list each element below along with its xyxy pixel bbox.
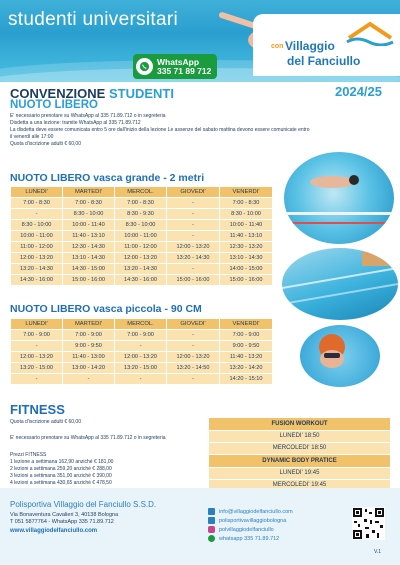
- time-slot-cell: 7:00 - 9:00: [220, 330, 273, 341]
- time-slot-cell: 12:00 - 13:20: [167, 242, 220, 253]
- time-slot-cell: -: [115, 341, 167, 352]
- table-row: [11, 198, 273, 209]
- dynamic-slot: LUNEDI' 19:45: [209, 468, 390, 479]
- table-row: [11, 242, 273, 253]
- table-header-row: [11, 187, 273, 198]
- convention-title-main: CONVENZIONE: [10, 86, 106, 101]
- pool-large-title: NUOTO LIBERO vasca grande - 2 metri: [10, 172, 205, 184]
- time-slot-cell: 13:10 - 14:30: [220, 253, 273, 264]
- time-slot-cell: 13:00 - 14:20: [63, 363, 115, 374]
- time-slot-cell: -: [167, 341, 220, 352]
- time-slot-cell: -: [11, 209, 63, 220]
- time-slot-cell: 9:00 - 9:50: [63, 341, 115, 352]
- day-header: MARTEDI': [63, 319, 115, 330]
- table-row: [11, 275, 273, 286]
- time-slot-cell: 11:00 - 12:00: [11, 242, 63, 253]
- time-slot-cell: 7:00 - 8:30: [11, 198, 63, 209]
- time-slot-cell: 15:00 - 16:00: [63, 275, 115, 286]
- time-slot-cell: 8:30 - 10:00: [11, 220, 63, 231]
- time-slot-cell: 8:30 - 9:30: [115, 209, 167, 220]
- time-slot-cell: 7:00 - 9:00: [63, 330, 115, 341]
- day-header: MERCOL.: [115, 319, 167, 330]
- fitness-price-line: 4 lezioni a settimana 430,65 anziché € 478,50: [10, 480, 112, 486]
- contact-whatsapp-text: whatsapp 335 71.89.712: [219, 535, 280, 542]
- time-slot-cell: 12:00 - 13:20: [11, 253, 63, 264]
- logo-line1: Villaggio: [285, 39, 335, 53]
- table-row: [11, 264, 273, 275]
- time-slot-cell: 11:40 - 13:10: [220, 231, 273, 242]
- time-slot-cell: 13:20 - 14:30: [115, 264, 167, 275]
- email-icon: [208, 508, 215, 515]
- footer-phones: T 051 5877764 - WhatsApp 335 71.89.712: [10, 519, 114, 525]
- time-slot-cell: 8:30 - 10:00: [115, 220, 167, 231]
- logo-mark-icon: [345, 20, 395, 46]
- fitness-price-line: 1 lezione a settimana 162,90 anziché € 181,00: [10, 459, 114, 465]
- time-slot-cell: 13:20 - 15:00: [11, 363, 63, 374]
- fitness-price-line: 2 lezioni a settimana 259,20 anziché € 288,00: [10, 466, 112, 472]
- time-slot-cell: 7:00 - 8:30: [220, 198, 273, 209]
- time-slot-cell: 13:20 - 14:30: [11, 264, 63, 275]
- table-row: [11, 253, 273, 264]
- time-slot-cell: 8:30 - 10:00: [220, 209, 273, 220]
- day-header: LUNEDI': [11, 319, 63, 330]
- time-slot-cell: 7:00 - 8:30: [63, 198, 115, 209]
- time-slot-cell: 14:30 - 16:00: [11, 275, 63, 286]
- time-slot-cell: 13:20 - 14:20: [220, 363, 273, 374]
- time-slot-cell: 7:00 - 9:00: [11, 330, 63, 341]
- version-label: V.1: [374, 549, 382, 555]
- day-header: GIOVEDI': [167, 319, 220, 330]
- fitness-fee: Quota d'iscrizione adulti € 60,00: [10, 419, 81, 425]
- day-header: VENERDI': [220, 319, 273, 330]
- whatsapp-icon: [136, 58, 153, 75]
- table-row: [11, 209, 273, 220]
- time-slot-cell: -: [167, 220, 220, 231]
- note-line: La disdetta deve essere comunicata entro 5 ore dall'inizio della lezione Le assenze del sabato mattina devono essere comunicate entro: [10, 127, 310, 133]
- table-row: [11, 231, 273, 242]
- whatsapp-number: 335 71 89 712: [157, 65, 212, 76]
- logo-line2: del Fanciullo: [287, 54, 361, 68]
- footer-website-link[interactable]: www.villaggiodelfanciullo.com: [10, 528, 98, 534]
- time-slot-cell: 13:10 - 14:30: [63, 253, 115, 264]
- time-slot-cell: 14:00 - 15:00: [220, 264, 273, 275]
- whatsapp-badge[interactable]: [133, 54, 217, 79]
- swimming-photo: [284, 152, 394, 244]
- logo-prefix: con: [271, 43, 284, 50]
- fitness-price-line: 3 lezioni a settimana 351,00 anziché € 390,00: [10, 473, 112, 479]
- contact-whatsapp[interactable]: [208, 535, 279, 542]
- time-slot-cell: 11:40 - 13:00: [63, 352, 115, 363]
- contact-facebook-text: polisportivavillaggiobologna: [219, 517, 287, 524]
- day-header: VENERDI': [220, 187, 273, 198]
- time-slot-cell: -: [167, 374, 220, 385]
- contact-facebook[interactable]: [208, 517, 286, 524]
- facebook-icon: [208, 517, 215, 524]
- time-slot-cell: 12:30 - 14:30: [63, 242, 115, 253]
- footer-org-name: Polisportiva Villaggio del Fanciullo S.S.D.: [10, 500, 157, 509]
- footer-address: [10, 512, 156, 526]
- pool-photo: [282, 248, 398, 320]
- time-slot-cell: 12:00 - 13:20: [11, 352, 63, 363]
- fusion-workout-block: [209, 418, 390, 455]
- time-slot-cell: 8:30 - 10:00: [63, 209, 115, 220]
- time-slot-cell: -: [167, 330, 220, 341]
- pool-small-title: NUOTO LIBERO vasca piccola - 90 CM: [10, 303, 202, 315]
- time-slot-cell: -: [11, 374, 63, 385]
- time-slot-cell: 11:40 - 13:20: [220, 352, 273, 363]
- whatsapp-icon: [208, 535, 215, 542]
- note-line: Quota d'iscrizione adulti € 60,00: [10, 141, 81, 147]
- time-slot-cell: 9:00 - 9:50: [220, 341, 273, 352]
- time-slot-cell: 13:20 - 14:50: [167, 363, 220, 374]
- contact-email[interactable]: [208, 508, 293, 515]
- time-slot-cell: 7:00 - 9:00: [115, 330, 167, 341]
- time-slot-cell: 11:00 - 12:00: [115, 242, 167, 253]
- time-slot-cell: 13:20 - 15:00: [115, 363, 167, 374]
- whatsapp-label: WhatsApp: [157, 56, 200, 67]
- fusion-title: FUSION WORKOUT: [209, 418, 390, 430]
- time-slot-cell: 7:00 - 8:30: [115, 198, 167, 209]
- pool-large-table: [10, 186, 273, 286]
- table-row: [11, 341, 273, 352]
- hero-banner: [0, 0, 400, 82]
- time-slot-cell: 10:00 - 11:00: [115, 231, 167, 242]
- note-line: E' necessario prenotare su WhatsApp al 335 71.89.712 o in segreteria: [10, 113, 166, 119]
- time-slot-cell: 12:30 - 13:20: [220, 242, 273, 253]
- time-slot-cell: 11:40 - 13:10: [63, 231, 115, 242]
- table-row: [11, 363, 273, 374]
- time-slot-cell: 13:20 - 14:30: [167, 253, 220, 264]
- time-slot-cell: -: [167, 264, 220, 275]
- time-slot-cell: -: [115, 374, 167, 385]
- dynamic-title: DYNAMIC BODY PRATICE: [209, 455, 390, 467]
- table-header-row: [11, 319, 273, 330]
- child-swimmer-photo: [300, 325, 380, 387]
- time-slot-cell: 14:30 - 15:00: [63, 264, 115, 275]
- season-label: 2024/25: [335, 84, 382, 99]
- contact-instagram-text: polvillaggiodelfanciullo: [219, 526, 274, 533]
- brand-logo: [253, 14, 400, 76]
- day-header: LUNEDI': [11, 187, 63, 198]
- day-header: GIOVEDI': [167, 187, 220, 198]
- fusion-slot: LUNEDI' 18:50: [209, 431, 390, 442]
- fitness-title: FITNESS: [10, 402, 65, 417]
- time-slot-cell: 10:00 - 11:00: [11, 231, 63, 242]
- convention-title-accent: STUDENTI: [108, 86, 174, 101]
- time-slot-cell: 15:00 - 16:00: [220, 275, 273, 286]
- time-slot-cell: 15:00 - 16:00: [167, 275, 220, 286]
- fitness-prices-title: Prezzi FITNESS: [10, 452, 47, 458]
- footer-address-line: Via Bonaventura Cavalieri 3, 40138 Bologna: [10, 512, 119, 518]
- fitness-booking: E' necessario prenotare su WhatsApp al 335 71.89.712 o in segreteria: [10, 435, 166, 441]
- time-slot-cell: -: [167, 198, 220, 209]
- time-slot-cell: 12:00 - 13:20: [115, 253, 167, 264]
- time-slot-cell: -: [63, 374, 115, 385]
- time-slot-cell: 14:20 - 15:10: [220, 374, 273, 385]
- fusion-slot: MERCOLEDI' 18:50: [209, 443, 390, 454]
- time-slot-cell: 10:00 - 11:40: [220, 220, 273, 231]
- day-header: MERCOL.: [115, 187, 167, 198]
- table-row: [11, 352, 273, 363]
- table-row: [11, 374, 273, 385]
- convention-subtitle: NUOTO LIBERO: [10, 99, 98, 111]
- page-title: studenti universitari: [8, 9, 178, 30]
- time-slot-cell: 10:00 - 11:40: [63, 220, 115, 231]
- footer-org-info: [10, 500, 156, 534]
- time-slot-cell: -: [167, 231, 220, 242]
- contact-email-text: info@villaggiodelfanciullo.com: [219, 508, 293, 515]
- note-line: il venerdì alle 17:00: [10, 134, 54, 140]
- table-row: [11, 220, 273, 231]
- day-header: MARTEDI': [63, 187, 115, 198]
- table-row: [11, 330, 273, 341]
- time-slot-cell: 12:00 - 13:20: [167, 352, 220, 363]
- time-slot-cell: 12:00 - 13:20: [115, 352, 167, 363]
- contact-instagram[interactable]: [208, 526, 274, 533]
- time-slot-cell: 14:30 - 16:00: [115, 275, 167, 286]
- pool-small-table: [10, 318, 273, 385]
- instagram-icon: [208, 526, 215, 533]
- dynamic-slot: MERCOLEDI' 19:45: [209, 480, 390, 491]
- time-slot-cell: -: [167, 209, 220, 220]
- dynamic-body-block: [209, 455, 390, 492]
- note-line: Disdetta a una lezione: tramite WhatsApp al 335 71.89.712: [10, 120, 141, 126]
- qr-code[interactable]: [352, 507, 385, 540]
- time-slot-cell: -: [11, 341, 63, 352]
